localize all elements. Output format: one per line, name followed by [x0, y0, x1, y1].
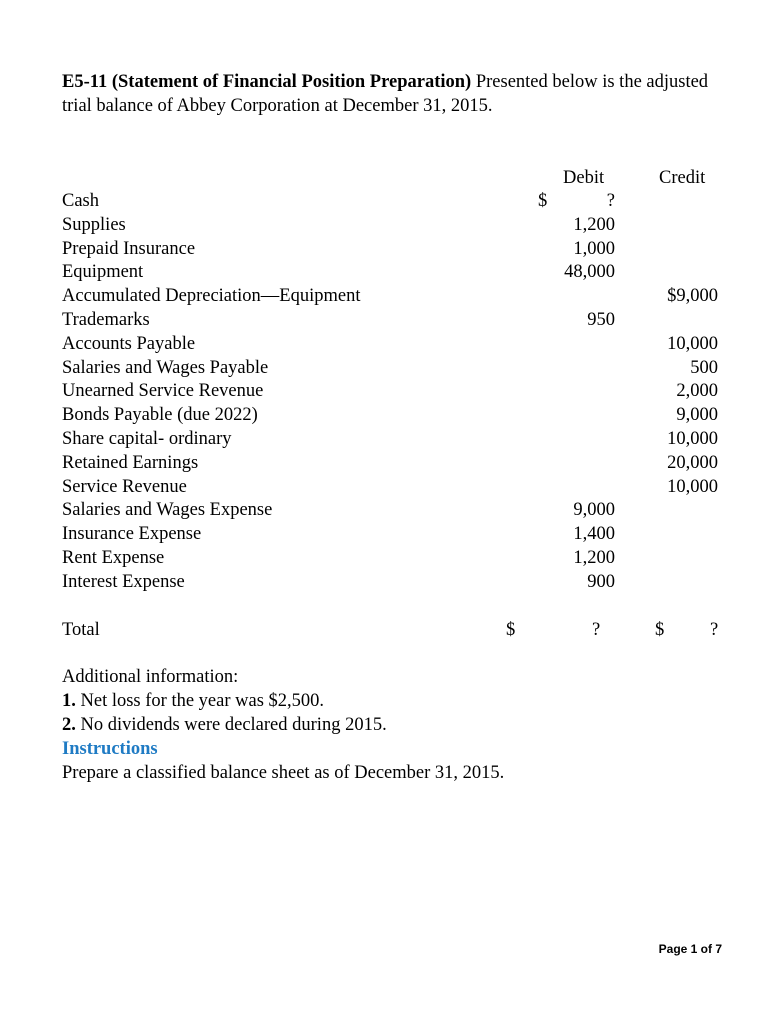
trial-balance-row	[62, 285, 742, 309]
total-credit-dollar-sign: $	[655, 620, 665, 640]
total-debit-dollar-sign: $	[506, 620, 516, 640]
trial-balance-row	[62, 261, 742, 285]
account-name: Supplies	[62, 214, 126, 235]
trial-balance-row	[62, 214, 742, 238]
additional-info-heading: Additional information:	[62, 667, 239, 687]
trial-balance-row	[62, 357, 742, 381]
account-name: Retained Earnings	[62, 452, 199, 473]
account-name: Equipment	[62, 262, 144, 283]
credit-amount: 10,000	[667, 476, 718, 497]
debit-amount: 9,000	[573, 500, 615, 521]
credit-amount: 500	[690, 357, 718, 378]
debit-amount: 1,200	[573, 214, 615, 235]
account-name: Salaries and Wages Payable	[62, 357, 269, 378]
instructions-text: Prepare a classified balance sheet as of December 31, 2015.	[62, 763, 505, 783]
account-name: Bonds Payable (due 2022)	[62, 405, 258, 426]
debit-dollar-sign: $	[538, 191, 548, 211]
trial-balance-row	[62, 499, 742, 523]
additional-info-item	[62, 689, 722, 713]
account-name: Cash	[62, 191, 99, 211]
total-label: Total	[62, 620, 100, 640]
credit-amount: 10,000	[667, 428, 718, 449]
trial-balance-row	[62, 571, 742, 595]
problem-title: E5-11 (Statement of Financial Position Preparation)	[62, 72, 472, 92]
trial-balance-row	[62, 309, 742, 333]
total-debit-value: ?	[592, 620, 601, 640]
account-name: Trademarks	[62, 309, 150, 330]
credit-column-header: Credit	[659, 168, 706, 188]
debit-amount: 48,000	[564, 262, 615, 283]
account-name: Unearned Service Revenue	[62, 381, 264, 402]
problem-intro	[62, 70, 722, 118]
account-name: Rent Expense	[62, 547, 165, 568]
credit-amount: 2,000	[676, 381, 718, 402]
trial-balance-row	[62, 428, 742, 452]
trial-balance-row	[62, 404, 742, 428]
credit-amount: $9,000	[667, 286, 718, 307]
debit-amount: 1,000	[573, 238, 615, 259]
debit-amount: 1,200	[573, 547, 615, 568]
debit-amount: 1,400	[573, 524, 615, 545]
page-number: Page 1 of 7	[658, 942, 722, 956]
debit-amount: 950	[587, 309, 615, 330]
account-name: Prepaid Insurance	[62, 238, 196, 259]
account-name: Share capital- ordinary	[62, 428, 232, 449]
account-name: Accumulated Depreciation—Equipment	[62, 286, 361, 307]
account-name: Interest Expense	[62, 571, 185, 592]
debit-amount: 900	[587, 571, 615, 592]
account-name: Service Revenue	[62, 476, 187, 497]
credit-amount: 10,000	[667, 333, 718, 354]
trial-balance-row	[62, 380, 742, 404]
trial-balance-row	[62, 190, 742, 214]
additional-info-item	[62, 713, 722, 737]
total-credit-value: ?	[710, 620, 719, 640]
trial-balance-row	[62, 333, 742, 357]
credit-amount: 9,000	[676, 405, 718, 426]
instructions-heading: Instructions	[62, 739, 158, 759]
debit-column-header: Debit	[563, 168, 605, 188]
additional-information	[62, 665, 722, 785]
item-text: Net loss for the year was $2,500.	[75, 691, 325, 711]
item-number: 2.	[62, 715, 76, 735]
trial-balance-row	[62, 476, 742, 500]
item-number: 1.	[62, 691, 76, 711]
debit-amount: ?	[606, 191, 615, 211]
total-row	[62, 618, 742, 642]
trial-balance-row	[62, 547, 742, 571]
trial-balance-row	[62, 452, 742, 476]
item-text: No dividends were declared during 2015.	[75, 715, 387, 735]
account-name: Insurance Expense	[62, 524, 202, 545]
trial-balance-row	[62, 523, 742, 547]
trial-balance-row	[62, 238, 742, 262]
trial-balance-rows	[62, 190, 742, 595]
account-name: Salaries and Wages Expense	[62, 500, 273, 521]
credit-amount: 20,000	[667, 452, 718, 473]
account-name: Accounts Payable	[62, 333, 196, 354]
problem-description: Presented below is the adjusted trial balance of Abbey Corporation at December 31, 2015.	[62, 72, 709, 116]
